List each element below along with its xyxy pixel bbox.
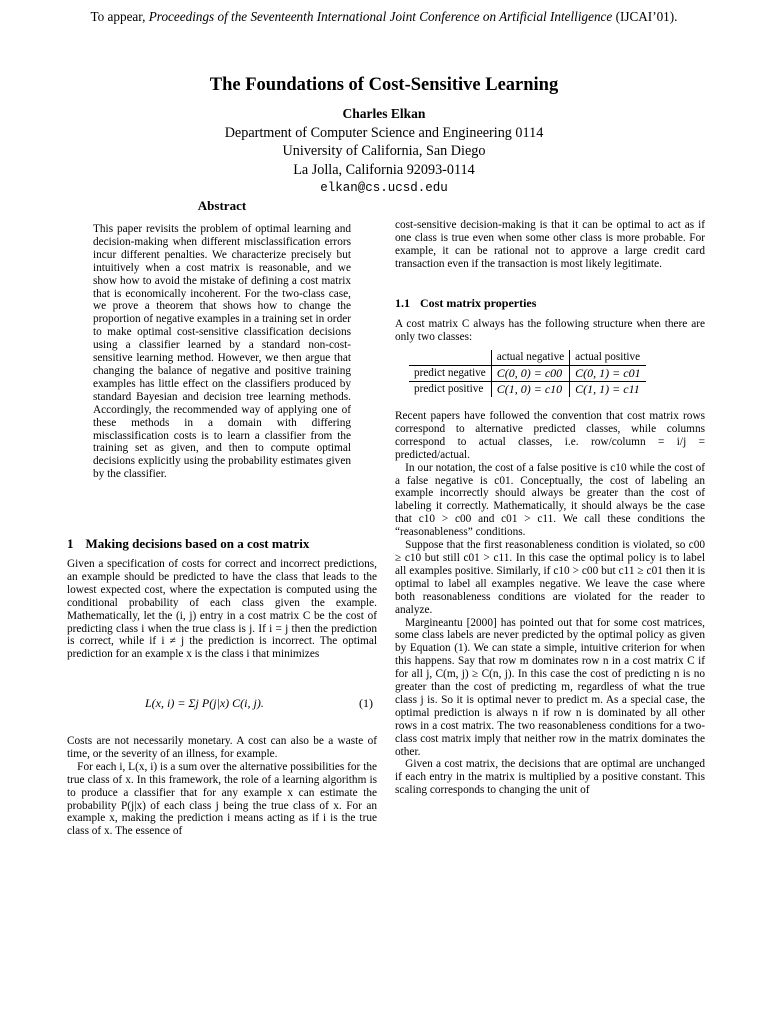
author-email: elkan@cs.ucsd.edu	[320, 181, 448, 195]
subsection-number: 1.1	[395, 296, 410, 310]
paragraph: Margineantu [2000] has pointed out that for some cost matrices, some class labels are never predicted by the optimal policy as given by Equation (1). We can state a simple, intuitive criterion for when this happens. Say that row m dominates row n in a cost matrix C if for all j, C(m, j) ≥ C(n, j). In this case the cost of predicting n is no greater than the cost of predicting m, regardless of what the true class j is. So it is optimal never to predict m. As a special case, the optimal prediction is always n if row n is dominated by all other rows in a cost matrix. The two reasonableness conditions for a two-class cost matrix imply that neither row in the matrix dominates the other.	[395, 616, 705, 758]
subsection-body	[395, 410, 705, 797]
row-label: predict positive	[414, 382, 484, 395]
continued-text	[395, 219, 705, 271]
affiliation-line: University of California, San Diego	[282, 143, 486, 159]
table-cell: C(0, 1) = c01	[570, 365, 646, 381]
section1-body-2	[67, 735, 377, 838]
section1-body	[67, 558, 377, 661]
section-heading	[67, 538, 377, 551]
abstract-paragraph: This paper revisits the problem of optimal learning and decision-making when different misclassification errors incur different penalties. We characterize precisely but intuitively when a cost matrix is reasonable, and we show how to avoid the mistake of defining a cost matrix that is economically incoherent. For the two-class case, we prove a theorem that shows how to change the proportion of negative examples in a training set in order to make optimal cost-sensitive classification decisions using a classifier learned by a standard non-cost-sensitive learning method. However, we then argue that changing the balance of negative and positive training examples has little effect on the classifiers produced by standard Bayesian and decision tree learning methods. Accordingly, the recommended way of applying one of these methods in a domain with differing misclassification costs is to learn a classifier from the training set as given, and then to compute optimal decisions explicitly using the probability estimates given by the classifier.	[93, 223, 351, 481]
conference-note: To appear, Proceedings of the Seventeenth International Joint Conference on Artificial Intelligence (IJCAI’01).	[90, 9, 678, 24]
abstract-text	[93, 223, 351, 481]
paragraph: Given a specification of costs for correct and incorrect predictions, an example should be predicted to have the class that leads to the lowest expected cost, where the expectation is computed using the conditional probability of each class given the example. Mathematically, let the (i, j) entry in a cost matrix C be the cost of predicting class i when the true class is j. If i = j then the prediction is correct, while if i ≠ j the prediction is incorrect. The optimal prediction for an example x is the class i that minimizes	[67, 558, 377, 661]
paragraph: In our notation, the cost of a false positive is c10 while the cost of a false negative is c01. Conceptually, the cost of labeling an example incorrectly should always be greater than the cost of labeling it correctly. Mathematically, it should always be the case that c10 > c00 and c01 > c11. We call these conditions the “reasonableness” conditions.	[395, 461, 705, 539]
paper-title: The Foundations of Cost-Sensitive Learning	[209, 75, 559, 95]
equation-text: L(x, i) = Σj P(j|x) C(i, j).	[145, 696, 264, 710]
paragraph: Suppose that the first reasonableness condition is violated, so c00 ≥ c10 but still c01 > c11. In this case the optimal policy is to label all examples positive. Similarly, if c10 > c00 but c11 ≥ c01 then it is optimal to label all examples negative. We leave the case where both reasonableness conditions are violated for the reader to analyze.	[395, 539, 705, 616]
paragraph: A cost matrix C always has the following structure when there are only two classes:	[395, 318, 705, 343]
table-cell: C(1, 0) = c10	[491, 381, 569, 396]
subsection-heading	[395, 297, 705, 310]
affiliation-line: Department of Computer Science and Engineering 0114	[224, 124, 544, 141]
equation-number: (1)	[359, 696, 373, 710]
subsection-title: Cost matrix properties	[420, 296, 537, 310]
table-cell: C(1, 1) = c11	[570, 381, 646, 396]
column-header: actual positive	[570, 350, 646, 365]
author-name: Charles Elkan	[342, 106, 426, 121]
author-block	[0, 105, 768, 198]
section-title: Making decisions based on a cost matrix	[85, 536, 310, 551]
paragraph: For each i, L(x, i) is a sum over the alternative possibilities for the true class of x. In this framework, the role of a learning algorithm is to produce a classifier that for any example x can estimate the probability P(j|x) of each class j being the true class of x. For an example x, making the prediction i means acting as if i is the true class of x. The essence of	[67, 760, 377, 838]
affiliation-line: La Jolla, California 92093-0114	[293, 161, 475, 178]
subsection-intro	[395, 318, 705, 344]
table-cell: C(0, 0) = c00	[491, 365, 569, 381]
cost-matrix-table-wrap	[395, 350, 705, 397]
equation-1	[67, 697, 377, 727]
section-number: 1	[67, 536, 74, 551]
column-header: actual negative	[491, 350, 569, 365]
cost-matrix-table	[409, 350, 646, 397]
abstract-heading: Abstract	[197, 198, 247, 213]
paragraph: Costs are not necessarily monetary. A cost can also be a waste of time, or the severity of an illness, for example.	[67, 735, 377, 760]
row-label: predict negative	[409, 365, 491, 381]
paragraph: Given a cost matrix, the decisions that are optimal are unchanged if each entry in the matrix is multiplied by a positive constant. This scaling corresponds to changing the unit of	[395, 758, 705, 797]
paragraph: Recent papers have followed the convention that cost matrix rows correspond to alternative predicted classes, while columns correspond to actual classes, i.e. row/column = i/j = predicted/actual.	[395, 410, 705, 461]
paragraph: cost-sensitive decision-making is that it can be optimal to act as if one class is true even when some other class is more probable. For example, it can be rational not to approve a large credit card transaction even if the transaction is most likely legitimate.	[395, 219, 705, 270]
